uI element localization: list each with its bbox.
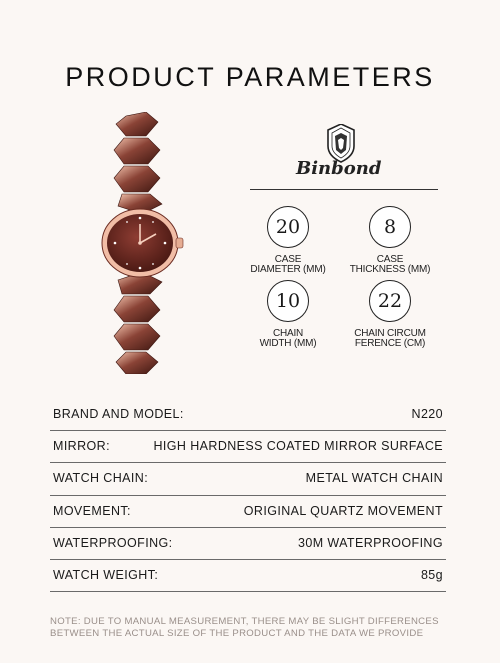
spec-case-diameter xyxy=(238,206,338,275)
table-row xyxy=(50,560,446,592)
spec-value: 22 xyxy=(369,280,411,322)
spec-label: CASE THICKNESS (MM) xyxy=(349,254,431,275)
parameters-table xyxy=(50,399,446,592)
param-key: WATCH CHAIN: xyxy=(53,471,149,486)
spec-label: CASE DIAMETER (MM) xyxy=(250,254,326,275)
param-value: N220 xyxy=(411,407,443,421)
param-key: WATCH WEIGHT: xyxy=(53,567,159,582)
spec-value: 8 xyxy=(369,206,411,248)
param-value: ORIGINAL QUARTZ MOVEMENT xyxy=(243,503,443,518)
param-value: HIGH HARDNESS COATED MIRROR SURFACE xyxy=(153,439,443,454)
table-row xyxy=(50,528,446,560)
page-title: PRODUCT PARAMETERS xyxy=(65,62,435,92)
param-value: METAL WATCH CHAIN xyxy=(305,471,443,486)
spec-label: CHAIN CIRCUM FERENCE (CM) xyxy=(354,328,426,349)
param-key: MIRROR: xyxy=(53,439,110,454)
table-row xyxy=(50,463,446,495)
spec-value: 10 xyxy=(267,280,309,322)
divider xyxy=(250,189,438,190)
spec-chain-circumference xyxy=(340,280,440,349)
param-value: 30M WATERPROOFING xyxy=(297,535,443,550)
param-value: 85g xyxy=(420,567,443,582)
param-key: WATERPROOFING: xyxy=(53,535,173,550)
table-row xyxy=(50,431,446,463)
brand-name: Binbond xyxy=(296,158,382,179)
spec-label: CHAIN WIDTH (MM) xyxy=(259,328,317,349)
spec-chain-width xyxy=(238,280,338,349)
param-key: BRAND AND MODEL: xyxy=(53,407,184,421)
table-row xyxy=(50,496,446,528)
watch-image xyxy=(96,112,186,374)
table-row xyxy=(50,399,446,431)
spec-case-thickness xyxy=(340,206,440,275)
footnote: NOTE: DUE TO MANUAL MEASUREMENT, THERE MAY BE SLIGHT DIFFERENCES BETWEEN THE ACTUAL SIZE OF THE PRODUCT AND THE DATA WE PROVIDE xyxy=(50,616,439,639)
spec-value: 20 xyxy=(267,206,309,248)
param-key: MOVEMENT: xyxy=(53,503,131,518)
